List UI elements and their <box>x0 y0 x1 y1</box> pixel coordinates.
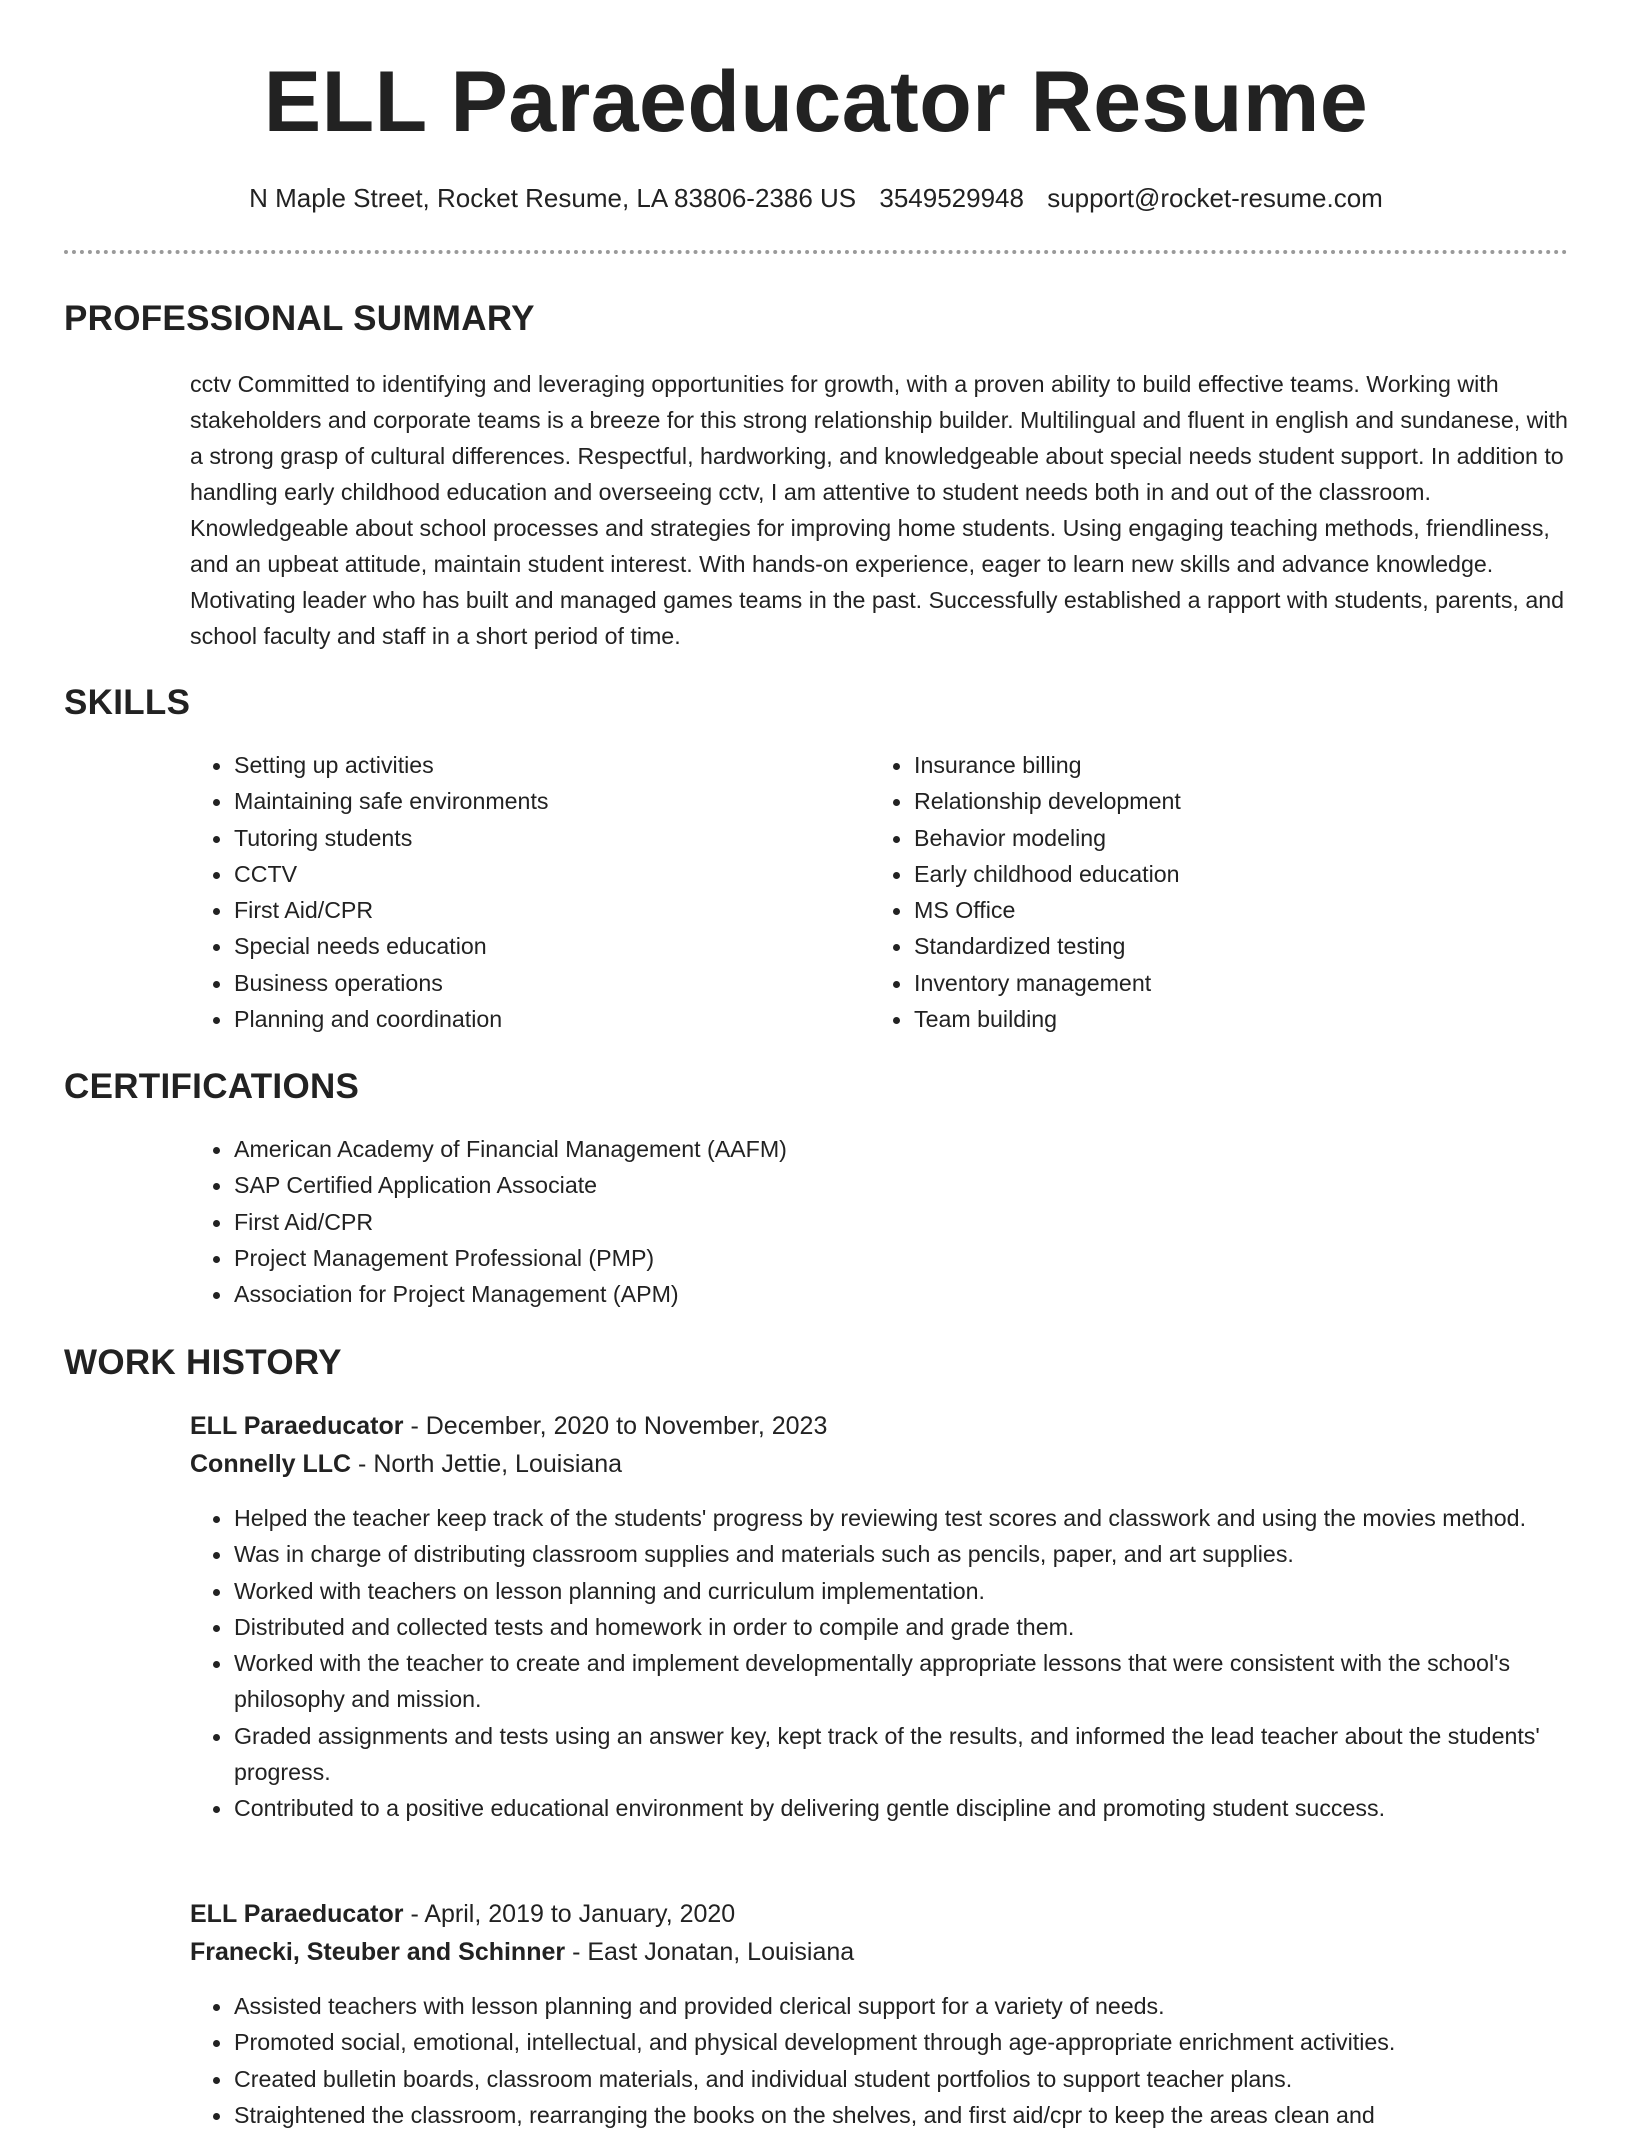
contact-line <box>0 180 1632 216</box>
work-history-heading: WORK HISTORY <box>64 1343 342 1382</box>
skill-item: • Early childhood education <box>913 856 1553 892</box>
job-bullets <box>190 1988 1593 2133</box>
job-title-line <box>190 1407 827 1445</box>
contact-address: N Maple Street, Rocket Resume, LA 83806-2386 US <box>249 183 857 213</box>
skill-item: • Business operations <box>233 965 873 1001</box>
job-bullet: • Straightened the classroom, rearranging the books on the shelves, and first aid/cpr to keep the areas clean and <box>233 2097 1593 2133</box>
certification-item: • SAP Certified Application Associate <box>233 1167 1533 1203</box>
job-dates: - April, 2019 to January, 2020 <box>403 1900 736 1928</box>
contact-phone: 3549529948 <box>879 183 1024 213</box>
skill-item: • Relationship development <box>913 783 1553 819</box>
job-bullet: • Assisted teachers with lesson planning and provided clerical support for a variety of needs. <box>233 1988 1593 2024</box>
job-role: ELL Paraeducator <box>190 1900 404 1928</box>
job-bullet: • Distributed and collected tests and homework in order to compile and grade them. <box>233 1609 1593 1645</box>
skills-heading: SKILLS <box>64 683 191 722</box>
job-title-line <box>190 1895 735 1933</box>
skills-list-right <box>870 747 1553 1037</box>
job-company: Franecki, Steuber and Schinner <box>190 1938 566 1966</box>
job-location: - North Jettie, Louisiana <box>351 1450 623 1478</box>
skill-item: • Team building <box>913 1001 1553 1037</box>
job-bullet: • Was in charge of distributing classroom supplies and materials such as pencils, paper, and art supplies. <box>233 1536 1593 1572</box>
certification-item: • First Aid/CPR <box>233 1204 1533 1240</box>
certifications-list <box>190 1131 1533 1312</box>
job-company-line <box>190 1933 854 1971</box>
summary-text: cctv Committed to identifying and leveraging opportunities for growth, with a proven ability to build effective teams. Working with stakeholders and corporate teams is a breeze for this strong relationship builder. Multilingual and fluent in english and sundanese, with a strong grasp of cultural differences. Respectful, hardworking, and knowledgeable about special needs student support. In addition to handling early childhood education and overseeing cctv, I am attentive to student needs both in and out of the classroom. Knowledgeable about school processes and strategies for improving home students. Using engaging teaching methods, friendliness, and an upbeat attitude, maintain student interest. With hands-on experience, eager to learn new skills and advance knowledge. Motivating leader who has built and managed games teams in the past. Successfully established a rapport with students, parents, and school faculty and staff in a short period of time. <box>190 371 1568 649</box>
skill-item: • CCTV <box>233 856 873 892</box>
skill-item: • Behavior modeling <box>913 820 1553 856</box>
skill-item: • Setting up activities <box>233 747 873 783</box>
certification-item: • Project Management Professional (PMP) <box>233 1240 1533 1276</box>
resume-title: ELL Paraeducator Resume <box>263 54 1369 150</box>
certifications-heading: CERTIFICATIONS <box>64 1067 360 1106</box>
certification-item: • Association for Project Management (APM) <box>233 1276 1533 1312</box>
job-bullet: • Helped the teacher keep track of the students' progress by reviewing test scores and classwork and using the movies method. <box>233 1500 1593 1536</box>
skill-item: • Tutoring students <box>233 820 873 856</box>
skill-item: • Inventory management <box>913 965 1553 1001</box>
job-location: - East Jonatan, Louisiana <box>565 1938 855 1966</box>
summary-heading: PROFESSIONAL SUMMARY <box>64 299 535 338</box>
skill-item: • Insurance billing <box>913 747 1553 783</box>
skill-item: • Planning and coordination <box>233 1001 873 1037</box>
skill-item: • Maintaining safe environments <box>233 783 873 819</box>
certification-item: • American Academy of Financial Management (AAFM) <box>233 1131 1533 1167</box>
job-bullet: • Worked with teachers on lesson planning and curriculum implementation. <box>233 1573 1593 1609</box>
skill-item: • MS Office <box>913 892 1553 928</box>
job-company-line <box>190 1445 622 1483</box>
skill-item: • Special needs education <box>233 928 873 964</box>
job-bullet: • Worked with the teacher to create and implement developmentally appropriate lessons that were consistent with the school's philosophy and mission. <box>233 1645 1593 1718</box>
skill-item: • Standardized testing <box>913 928 1553 964</box>
job-dates: - December, 2020 to November, 2023 <box>403 1412 828 1440</box>
job-bullet: • Contributed to a positive educational environment by delivering gentle discipline and promoting student success. <box>233 1790 1593 1826</box>
job-company: Connelly LLC <box>190 1450 352 1478</box>
job-bullet: • Graded assignments and tests using an answer key, kept track of the results, and informed the lead teacher about the students' progress. <box>233 1718 1593 1791</box>
job-bullet: • Promoted social, emotional, intellectual, and physical development through age-appropriate enrichment activities. <box>233 2024 1593 2060</box>
contact-email: support@rocket-resume.com <box>1047 183 1383 213</box>
job-bullets <box>190 1500 1593 1827</box>
skills-list-left <box>190 747 873 1037</box>
header-divider <box>64 250 1568 254</box>
skill-item: • First Aid/CPR <box>233 892 873 928</box>
job-role: ELL Paraeducator <box>190 1412 404 1440</box>
job-bullet: • Created bulletin boards, classroom materials, and individual student portfolios to support teacher plans. <box>233 2061 1593 2097</box>
